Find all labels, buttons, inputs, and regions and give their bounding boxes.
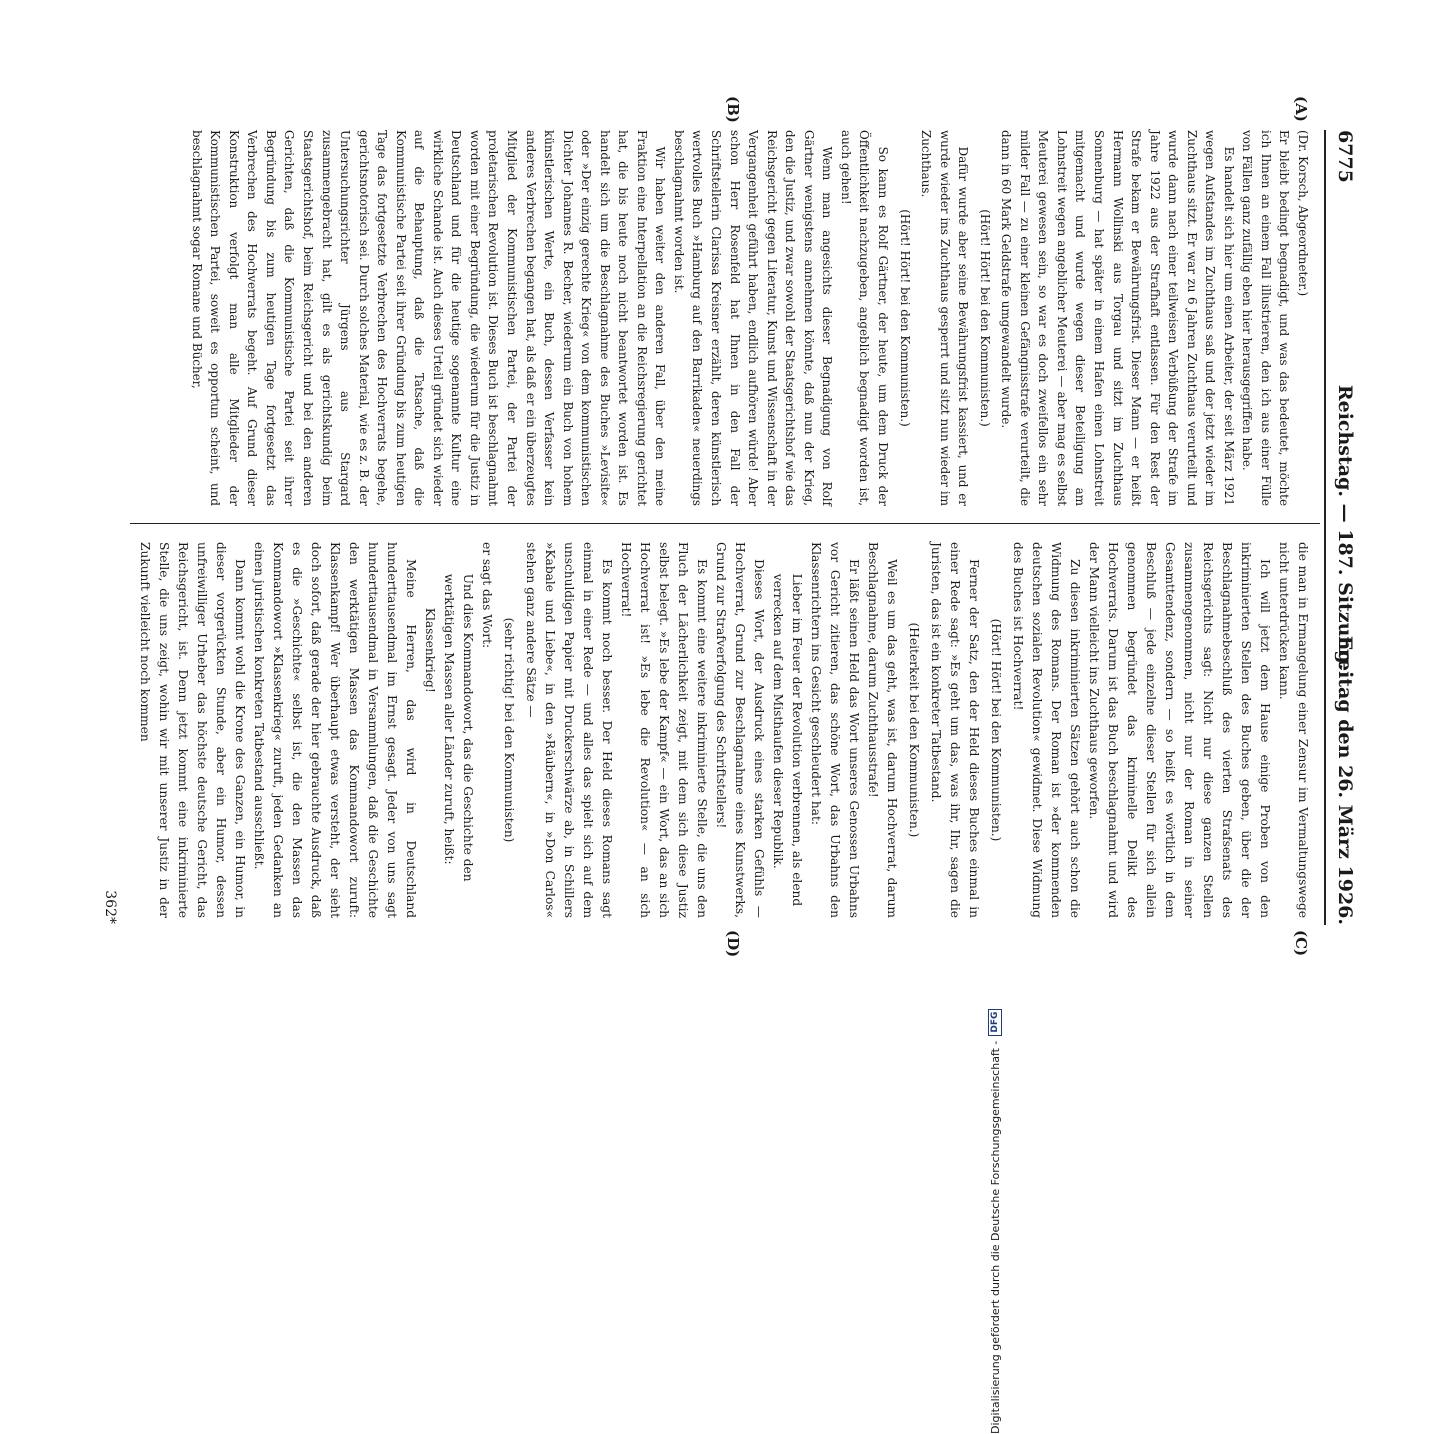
page-header	[1326, 130, 1356, 925]
paragraph: Zu diesen inkriminierten Sätzen gehört auch schon die Widmung des Romans. Der Roman ist »der kommenden deutschen sozialen Revolution« gewidmet. Diese Widmung des Buches ist Hochverrat!	[1011, 542, 1082, 918]
interjection: (Hört! Hört! bei den Kommunisten.)	[977, 209, 992, 427]
paragraph: Dann kommt wohl die Krone des Ganzen, ein Humor, in dieser vorgerückten Stunde, aber ein Humor, dessen unfreiwilliger Urheber das höchste deutsche Gericht, das Reichsgericht, ist. Denn jetzt kommt eine inkriminierte Stelle, die uns zeigt, wohin wir mit unserer Justiz in der Zukunft vielleicht noch kommen	[138, 542, 247, 918]
page-number: 6775	[1334, 130, 1356, 183]
paragraph: Es handelt sich hier um einen Arbeiter, der seit März 1921 wegen Aufstandes im Zuchthaus saß und der jetzt wieder im Zuchthaus sitzt. Er war zu 6 Jahren Zuchthaus verurteilt und wurde dann nach einer teilweisen Verbüßung der Strafe im Jahre 1922 aus der Strafhaft entlassen. Für den Rest der Strafe bekam er Bewährungsfrist. Dieser Mann — er heißt Hermann Wollinski aus Torgau und sitzt im Zuchthaus Sonnenburg — hat später in einem Hafen einen Lohnstreit mitgemacht und wurde wegen dieser Beteiligung am Lohnstreit wegen angeblicher Meuterei — aber mag es selbst Meuterei gewesen sein, so war es doch zweifellos ein sehr milder Fall — zu einer kleinen Gefängnisstrafe verurteilt, die dann in 60 Mark Geldstrafe umgewandelt wurde.	[999, 130, 1236, 506]
column-divider	[130, 523, 1320, 524]
margin-letter-b: (B)	[724, 96, 742, 123]
paragraph: Und dies Kommandowort, das die Geschichte den werktätigen Massen aller Länder zuruft, heißt:	[442, 573, 475, 882]
paragraph: Er bleibt bedingt begnadigt, und was das bedeutet, möchte ich Ihnen an einem Fall illustrieren, den ich aus einer Fülle von Fällen ganz zufällig eben hier herausgegriffen habe.	[1240, 130, 1292, 506]
credit-text: Digitalisierung gefördert durch die Deutsche Forschungsgemeinschaft -	[988, 1040, 1002, 1434]
paragraph: Ich will jetzt dem Hause einige Proben von den inkriminierten Stellen des Buches geben, über die der Beschlagnahmebeschluß des vierten Strafsenats des Reichsgerichts sagt: Nicht nur diese ganzen Stellen zusammengenommen, nicht nur der Roman in seiner Gesamttendenz, sondern — so heißt es wörtlich in dem Beschluß — jede einzelne dieser Stellen für sich allein genommen begründet das kriminelle Delikt des Hochverrats. Darum ist das Buch beschlagnahmt und wird der Mann vielleicht ins Zuchthaus geworfen.	[1087, 542, 1272, 918]
paragraph: Klassenkrieg!	[423, 607, 437, 693]
paragraph: die man in Ermangelung einer Zensur im Vermaltungswege nicht unterdrücken kann.	[1277, 542, 1310, 918]
paragraph: Es kommt noch besser. Der Held dieses Romans sagt einmal in einer Rede — und alles das spielt sich auf dem unschuldigen Papier mit Druckerschwärze ab, in Schillers »Kabale und Liebe«, in den »Räubern«, in »Don Carlos« stehen ganz andere Sätze —	[524, 542, 614, 918]
paragraph: So kann es Rolf Gärtner, der heute, um dem Druck der Öffentlichkeit nachzugeben, angeblich begnadigt worden ist, auch gehen!	[838, 130, 890, 506]
paragraph: Wenn man angesichts dieser Begnadigung von Rolf Gärtner wenigstens annehmen könnte, daß nun der Krieg, den die Justiz, und zwar sowohl der Staatsgerichtshof wie das Reichsgericht gegen Literatur, Kunst und Wissenschaft in der Vergangenheit geführt haben, endlich aufhören würde! Aber schon Herr Rosenfeld hat Ihnen in den Fall der Schriftstellerin Clarissa Kreisner erzählt, deren künstlerisch wertvolles Buch »Hamburg auf den Barrikaden« neuerdings beschlagnahmt worden ist.	[671, 130, 835, 506]
paragraph: Er läßt seinen Held das Wort unseres Genossen Urbahns vor Gericht zitieren, das schöne Wort, das Urbahns den Klassenrichtern ins Gesicht geschleudert hat:	[809, 542, 861, 918]
header-rule	[1324, 130, 1326, 925]
dfg-logo-icon: DFG	[988, 1009, 1002, 1036]
interjection: (sehr richtig! bei den Kommunisten)	[502, 617, 516, 843]
paragraph: Es kommt eine weitere inkriminierte Stelle, die uns den Fluch der Lächerlichkeit zeigt, mit dem sich diese Justiz selbst belegt. »Es lebe der Kampf« — ein Wort, das an sich Hochverrat ist! »Es lebe die Revolution« — an sich Hochverrat!	[619, 542, 709, 918]
paragraph: Wir haben weiter den anderen Fall, über den meine Fraktion eine Interpellation an die Reichsregierung gerichtet hat, die bis heute noch nicht beantwortet worden ist. Es handelt sich um die Beschlagnahme des Buches »Levisite« oder »Der einzig gerechte Krieg« von dem kommunistischen Dichter Johannes R. Becher, wiederum ein Buch von hohem künstlerischen Werte, ein Buch, dessen Verfasser kein anderes Verbrechen begangen hat, als daß er ein überzeugtes Mitglied der Kommunistischen Partei, der Partei der proletarischen Revolution ist. Dieses Buch ist beschlagnahmt worden mit einer Begründung, die wiederum für die Justiz in Deutschland und für die heutige sogenannte Kultur eine wirkliche Schande ist. Auch dieses Urteil gründet sich wieder auf die Behauptung, daß die Tatsache, daß die Kommunistische Partei seit ihrer Gründung bis zum heutigen Tage das fortgesetzte Verbrechen des Hochverrats begehe, gerichtsnotorisch sei. Durch solches Material, wie es z. B. der Untersuchungsrichter Jürgens aus Stargard zusammengebracht hat, gilt es als gerichtskundig beim Staatsgerichtshof, beim Reichsgericht und bei den anderen Gerichten, daß die Kommunistische Partei seit ihrer Begründung bis zum heutigen Tage fortgesetzt das Verbrechen des Hochverrats begeht. Auf Grund dieser Konstruktion verfolgt man alle Mitglieder der Kommunistischen Partei, soweit es opportun scheint, und beschlagnahmt sogar Romane und Bücher,	[189, 130, 668, 506]
interjection: (Heiterkeit bei den Kommunisten.)	[907, 622, 921, 838]
margin-letter-a: (A)	[1292, 96, 1310, 122]
text-column-right	[135, 542, 1312, 918]
interjection: (Hört! Hört! bei den Kommunisten.)	[989, 618, 1003, 842]
paragraph: Ferner der Satz, den der Held dieses Buches einmal in einer Rede sagt: »Es geht um das, was ihr, Ihr, sagen die Juristen, das ist ein konkreter Tatbestand.	[929, 542, 981, 918]
paragraph: Lieber im Feuer der Revolution verbrennen, als elend verrecken auf dem Misthaufen dieser Republik.	[771, 573, 804, 907]
paragraph: Dafür wurde aber seine Bewährungsfrist kassiert, und er wurde wieder ins Zuchthaus gesperrt und sitzt nun wieder im Zuchthaus.	[919, 130, 971, 506]
page-signature: 362*	[102, 890, 118, 924]
paragraph: (Dr. Korsch, Abgeordneter.)	[1296, 130, 1310, 297]
page-title: Reichstag. — 187. Sitzung.	[1334, 384, 1356, 671]
margin-letter-c: (C)	[1292, 930, 1310, 957]
paragraph: Weil es um das geht, was ist, darum Hochverrat, darum Beschlagnahme, darum Zuchthausstrafe!	[866, 542, 899, 918]
margin-letter-d: (D)	[724, 930, 742, 958]
text-column-left	[187, 130, 1312, 506]
digitization-credit	[988, 1004, 1002, 1434]
page-date: Freitag den 26. März 1926.	[1334, 635, 1356, 925]
paragraph: Meine Herren, das wird in Deutschland hunderttausendmal im Ernst gesagt. Jeder von uns sagt hunderttausendmal in Versammlungen, daß die Geschichte den werktätigen Massen das Kommandowort zuruft: Klassenkampf! Wer überhaupt etwas versteht, der sieht doch sofort, daß gerade der hier gebrauchte Ausdruck, daß es die »Geschichte« selbst ist, die den Massen das Kommandowort »Klassenkrieg« zuruft, jeden Gedanken an einen juristischen konkreten Tatbestand ausschließt.	[252, 542, 418, 918]
paragraph: er sagt das Wort:	[480, 542, 494, 649]
paragraph: Dieses Wort, der Ausdruck eines starken Gefühls — Hochverrat, Grund zur Beschlagnahme eines Kunstwerks, Grund zur Strafverfolgung des Schriftstellers!	[714, 542, 766, 918]
interjection: (Hört! Hört! bei den Kommunisten.)	[897, 209, 912, 427]
